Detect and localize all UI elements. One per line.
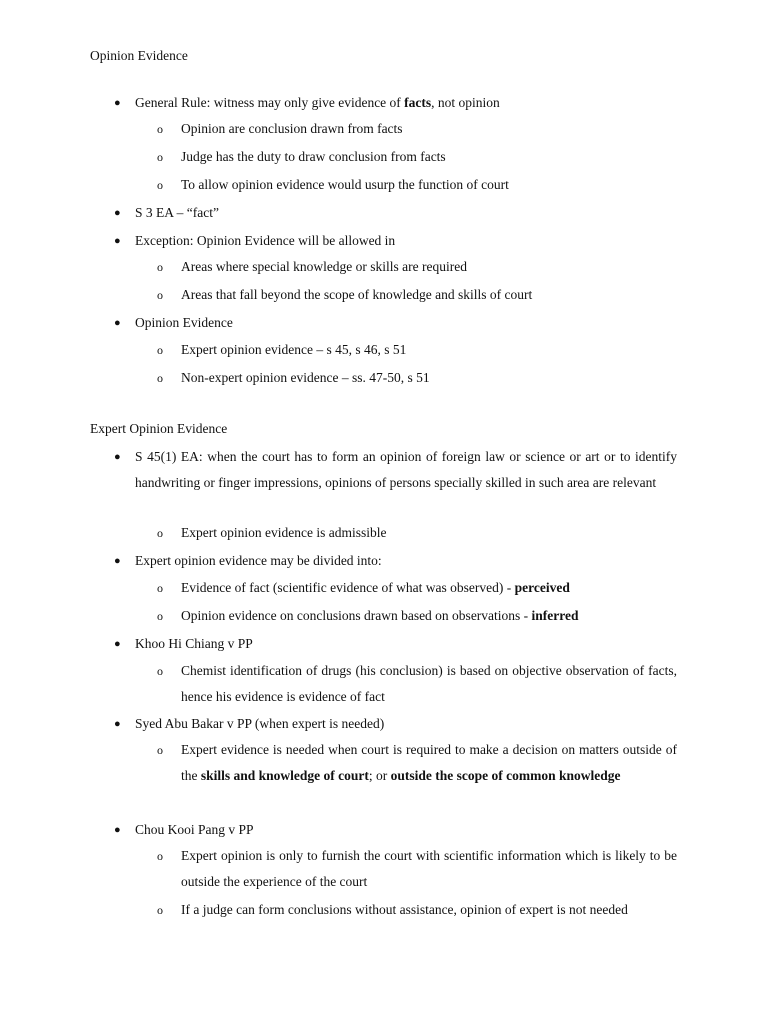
bullet-marker: ● xyxy=(114,555,121,567)
sub-marker: o xyxy=(157,609,163,623)
sub-marker: o xyxy=(157,581,163,595)
sub-marker: o xyxy=(157,150,163,164)
document-page: Opinion Evidence ● General Rule: witness may only give evidence of facts, not opinion o Opinion are conclusion drawn from facts o Judge has the duty to draw conclusion from facts o To allow opinion evidence would usurp the function of court ● S 3 EA – “fact” ● Exception: Opinion Evidence will be allowed in o Areas where special knowledge or skills are required o Areas that fall beyond the scope of knowledge and skills of court ● Opinion Evidence o Expert opinion evidence – s 45, s 46, s 51 o Non-expert opinion evidence – ss. 47-50, s 51 Expert Opinion Evidence ● S 45(1) EA: when the court has to form an opinion of foreign law or science or art or to identify handwriting or finger impressions, opinions of persons specially skilled in such area are relevant o Expert opinion evidence is admissible ● Expert opinion evidence may be divided into: o Evidence of fact (scientific evidence of what was observed) - perceived o Opinion evidence on conclusions drawn based on observations - inferred ● Khoo Hi Chiang v PP o Chemist identification of drugs (his conclusion) is based on objective observation of facts, hence his evidence is evidence of fact ● Syed Abu Bakar v PP (when expert is needed) o Expert evidence is needed when court is required to make a decision on matters outside of the skills and knowledge of court; or outside the scope of common knowledge ● Chou Kooi Pang v PP o Expert opinion is only to furnish the court with scientific information which is likely to be outside the experience of the court o If a judge can form conclusions without assistance, opinion of expert is not needed xyxy=(0,0,768,1024)
sub-marker: o xyxy=(157,122,163,136)
sub-marker: o xyxy=(157,664,163,678)
bullet-marker: ● xyxy=(114,97,121,109)
bullet-marker: ● xyxy=(114,824,121,836)
sub-marker: o xyxy=(157,260,163,274)
section-heading-opinion-evidence: Opinion Evidence xyxy=(90,48,188,63)
bullet-marker: ● xyxy=(114,235,121,247)
sub-marker: o xyxy=(157,288,163,302)
sub-marker: o xyxy=(157,743,163,757)
bullet-marker: ● xyxy=(114,638,121,650)
bullet-marker: ● xyxy=(114,718,121,730)
bullet-marker: ● xyxy=(114,451,121,463)
sub-marker: o xyxy=(157,849,163,863)
bullet-marker: ● xyxy=(114,317,121,329)
bullet-marker: ● xyxy=(114,207,121,219)
sub-marker: o xyxy=(157,343,163,357)
sub-marker: o xyxy=(157,526,163,540)
sub-marker: o xyxy=(157,903,163,917)
sub-marker: o xyxy=(157,371,163,385)
section-heading-expert-opinion-evidence: Expert Opinion Evidence xyxy=(90,421,228,436)
sub-marker: o xyxy=(157,178,163,192)
